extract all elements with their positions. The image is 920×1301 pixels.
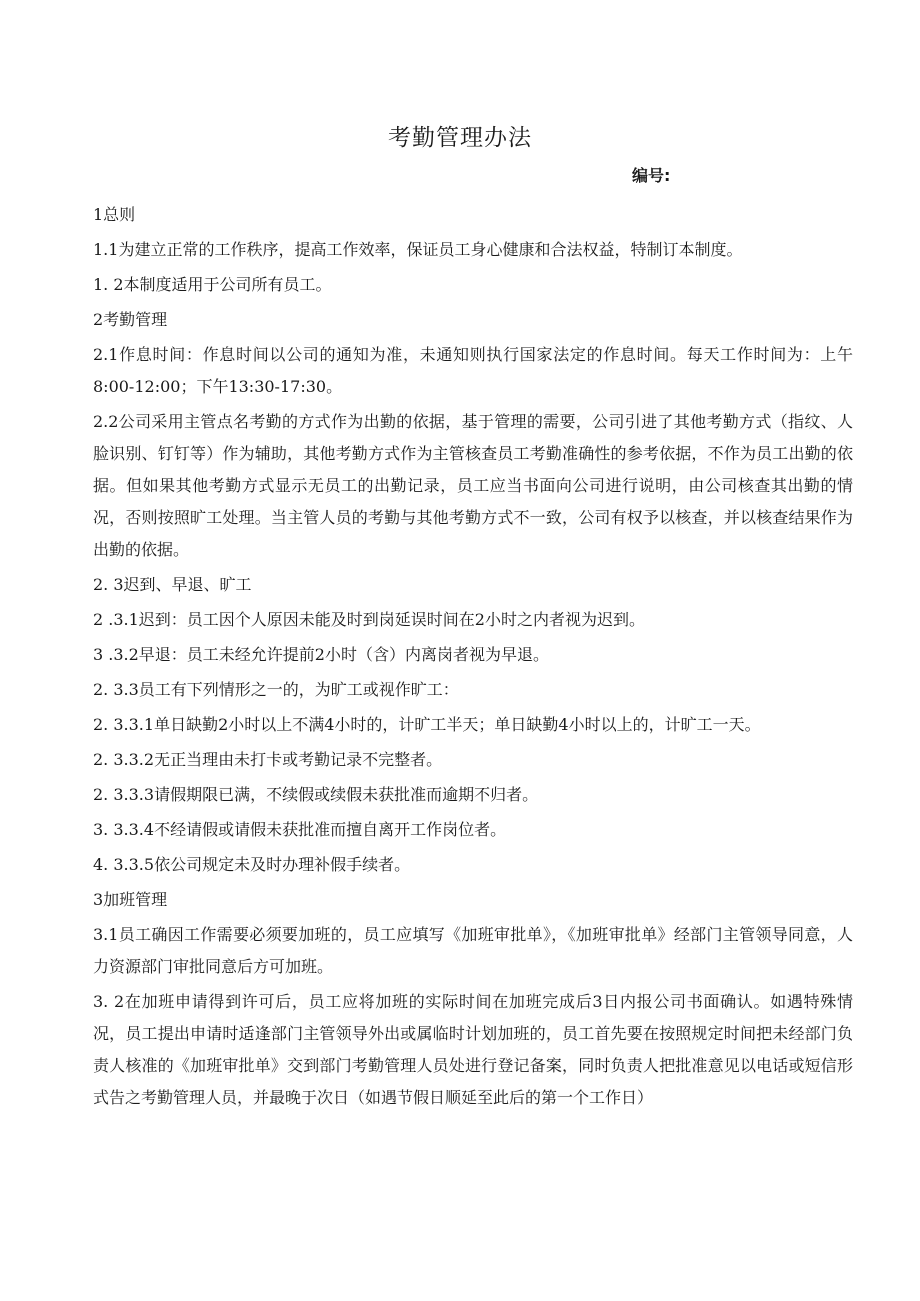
document-code-label: 编号: xyxy=(632,166,671,185)
paragraph-2-3-1: 2 .3.1迟到：员工因个人原因未能及时到岗延误时间在2小时之内者视为迟到。 xyxy=(93,610,645,629)
section-heading-general: 1总则 xyxy=(93,205,136,224)
paragraph-1-2: 1. 2本制度适用于公司所有员工。 xyxy=(93,275,332,294)
section-heading-overtime: 3加班管理 xyxy=(93,890,168,909)
paragraph-3-2: 3. 2在加班申请得到许可后，员工应将加班的实际时间在加班完成后3日内报公司书面确认。如遇特殊情况，员工提出申请时适逢部门主管领导外出或属临时计划加班的，员工首先要在按照规定时间把未经部门负责人核准的《加班审批单》交到部门考勤管理人员处进行登记备案，同时负责人把批准意见以电话或短信形式告之考勤管理人员，并最晚于次日（如遇节假日顺延至此后的第一个工作日） xyxy=(93,992,853,1107)
paragraph-2-3-3-3: 2. 3.3.3请假期限已满，不续假或续假未获批准而逾期不归者。 xyxy=(93,785,539,804)
paragraph-3-1: 3.1员工确因工作需要必须要加班的，员工应填写《加班审批单》，《加班审批单》经部门主管领导同意，人力资源部门审批同意后方可加班。 xyxy=(93,925,853,976)
section-heading-attendance: 2考勤管理 xyxy=(93,310,168,329)
paragraph-2-3-3-2: 2. 3.3.2无正当理由未打卡或考勤记录不完整者。 xyxy=(93,750,443,769)
document-body xyxy=(93,199,853,1114)
paragraph-2-3-3-4: 3. 3.3.4不经请假或请假未获批准而擅自离开工作岗位者。 xyxy=(93,820,507,839)
paragraph-2-3-3: 2. 3.3员工有下列情形之一的，为旷工或视作旷工： xyxy=(93,680,459,699)
paragraph-2-1: 2.1作息时间：作息时间以公司的通知为准，未通知则执行国家法定的作息时间。每天工作时间为：上午8:00-12:00；下午13:30-17:30。 xyxy=(93,345,853,396)
paragraph-2-2: 2.2公司采用主管点名考勤的方式作为出勤的依据，基于管理的需要，公司引进了其他考勤方式（指纹、人脸识别、钉钉等）作为辅助，其他考勤方式作为主管核查员工考勤准确性的参考依据，不作为员工出勤的依据。但如果其他考勤方式显示无员工的出勤记录，员工应当书面向公司进行说明，由公司核查其出勤的情况，否则按照旷工处理。当主管人员的考勤与其他考勤方式不一致，公司有权予以核查，并以核查结果作为出勤的依据。 xyxy=(93,412,853,559)
paragraph-2-3-3-1: 2. 3.3.1单日缺勤2小时以上不满4小时的，计旷工半天；单日缺勤4小时以上的，计旷工一天。 xyxy=(93,715,761,734)
document-title: 考勤管理办法 xyxy=(388,125,532,151)
paragraph-2-3: 2. 3迟到、早退、旷工 xyxy=(93,575,252,594)
paragraph-2-3-2: 3 .3.2早退：员工未经允许提前2小时（含）内离岗者视为早退。 xyxy=(93,645,549,664)
paragraph-2-3-3-5: 4. 3.3.5依公司规定未及时办理补假手续者。 xyxy=(93,855,411,874)
paragraph-1-1: 1.1为建立正常的工作秩序，提高工作效率，保证员工身心健康和合法权益，特制订本制度。 xyxy=(93,240,743,259)
